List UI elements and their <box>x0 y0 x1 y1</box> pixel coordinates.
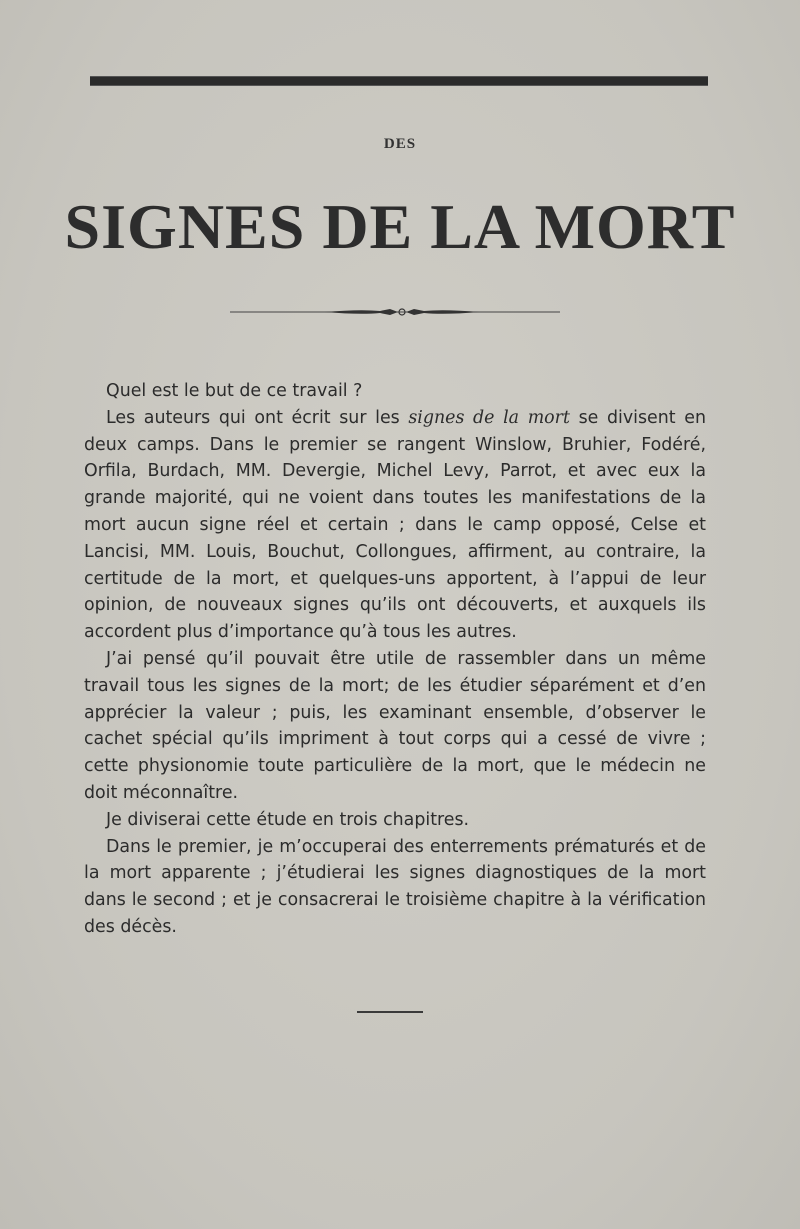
top-rule <box>90 76 708 86</box>
paragraph-3-text: J’ai pensé qu’il pouvait être utile de rassembler dans un même travail tous les signes de la mort; de les étudier séparément et d’en apprécier la valeur ; puis, les examinant ensemble, d’observer le cachet spécial qu’ils impriment à tout corps qui a cessé de vivre ; cette physionomie toute particulière de la mort, que le médecin ne doit méconnaître. <box>84 648 706 803</box>
paragraph-2-text-end: se divisent en deux camps. Dans le premier se rangent Winslow, Bruhier, Fodéré, Orfila, Burdach, MM. Devergie, Michel Levy, Parrot, et avec eux la grande majorité, qui ne voient dans toutes les manifestations de la mort aucun signe réel et certain ; dans le camp opposé, Celse et Lancisi, MM. Louis, Bouchut, Collongues, affirment, au contraire, la certitude de la mort, et quelques-uns apportent, à l’appui de leur opinion, de nouveaux signes qu’ils ont découverts, et auxquels ils accordent plus d’importance qu’à tous les autres. <box>84 407 706 643</box>
pre-title: DES <box>383 136 417 152</box>
paragraph-4-text: Je diviserai cette étude en trois chapitres. <box>106 809 470 830</box>
paragraph-2 <box>84 405 706 646</box>
ornament-divider <box>230 306 560 318</box>
body-text <box>84 378 706 941</box>
paragraph-2-italic: signes de la mort <box>408 407 570 428</box>
paragraph-5-text: Dans le premier, je m’occuperai des enterrements prématurés et de la mort apparente ; j’étudierai les signes diagnostiques de la mort dans le second ; et je consacrerai le troisième chapitre à la vérification des décès. <box>84 836 706 937</box>
paragraph-4 <box>84 807 706 834</box>
paragraph-1-text: Quel est le but de ce travail ? <box>106 381 363 401</box>
paragraph-5 <box>84 834 706 941</box>
end-rule <box>357 1011 423 1013</box>
paragraph-1 <box>84 378 706 405</box>
page-title: SIGNES DE LA MORT <box>64 191 736 262</box>
paragraph-2-text-start: Les auteurs qui ont écrit sur les <box>106 407 409 428</box>
paragraph-3 <box>84 646 706 807</box>
